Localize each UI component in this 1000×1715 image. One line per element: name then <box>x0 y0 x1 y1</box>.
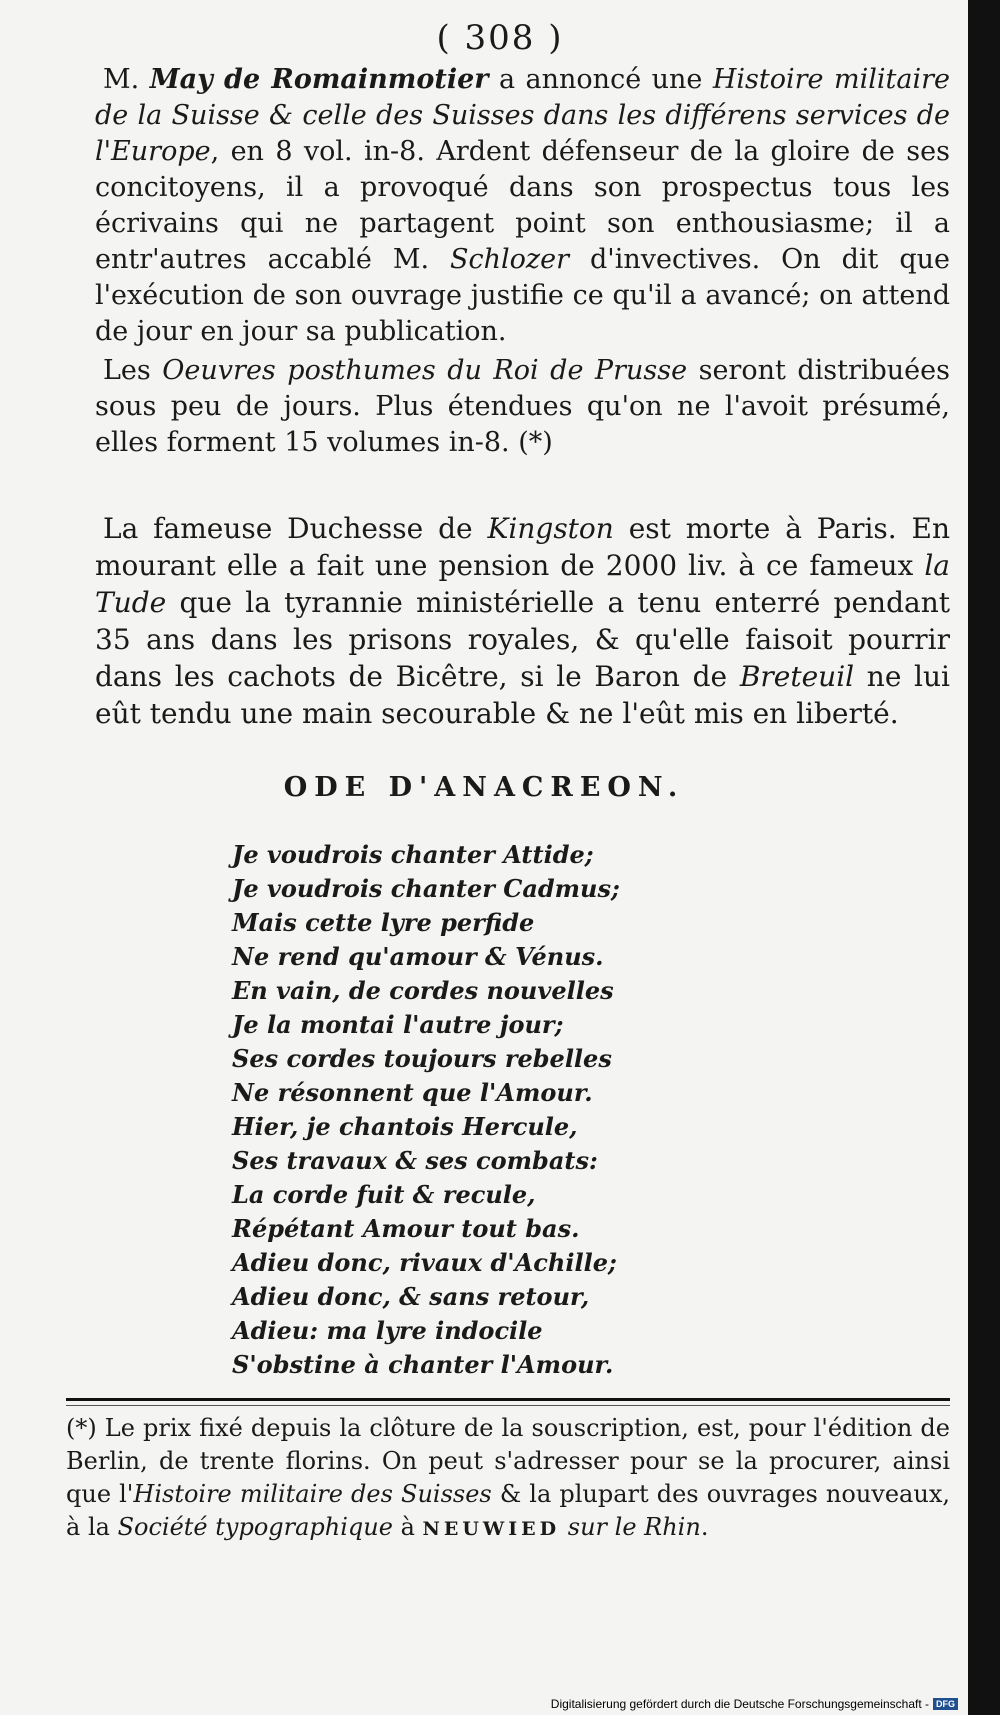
poem-line: Adieu: ma lyre indocile <box>232 1316 543 1345</box>
poem-line: Ses cordes toujours rebelles <box>232 1044 612 1073</box>
book-spine-edge <box>968 0 1000 1715</box>
poem-line: Ne résonnent que l'Amour. <box>232 1078 593 1107</box>
book-title: Histoire militaire des Suisses <box>133 1480 492 1508</box>
text-run: que la tyrannie ministérielle a tenu enterré pendant 35 ans dans les prisons royales, & qu'elle faisoit pourrir dans les cachots de Bicêtre, si le Baron de <box>95 586 950 693</box>
author-name: May de Romainmotier <box>149 64 489 95</box>
footnote-divider <box>66 1398 950 1401</box>
paragraph-duchesse-kingston <box>95 510 950 732</box>
text-run: seront distribuées sous peu de jours. Plus étendues qu'on ne l'avoit présumé, elles forment 15 volumes in-8. (*) <box>95 355 950 458</box>
ode-title: ODE D'ANACREON. <box>283 772 685 803</box>
person-name: Kingston <box>487 512 614 545</box>
book-title: Oeuvres posthumes du Roi de Prusse <box>162 355 688 386</box>
dfg-logo-icon: DFG <box>933 1698 958 1710</box>
poem-line: Répétant Amour tout bas. <box>232 1214 580 1243</box>
paragraph-oeuvres-posthumes <box>95 353 950 461</box>
place-name: sur le Rhin <box>567 1513 701 1541</box>
poem-line: La corde fuit & recule, <box>232 1180 536 1209</box>
poem <box>232 838 712 1382</box>
person-name: la Tude <box>95 549 950 619</box>
text-run: M. <box>103 64 150 95</box>
poem-line: S'obstine à chanter l'Amour. <box>232 1350 614 1379</box>
poem-line: Ses travaux & ses combats: <box>232 1146 598 1175</box>
page-number: ( 308 ) <box>436 18 564 58</box>
text-run: à <box>392 1513 423 1541</box>
poem-line: Mais cette lyre perfide <box>232 908 535 937</box>
text-run: & la plupart des ouvrages nouveaux, à la <box>66 1480 950 1541</box>
paragraph-text <box>95 353 950 461</box>
text-run: a annoncé une <box>488 64 713 95</box>
poem-line: En vain, de cordes nouvelles <box>232 976 614 1005</box>
poem-line: Adieu donc, & sans retour, <box>232 1282 590 1311</box>
person-name: Breteuil <box>739 660 855 693</box>
text-run: est morte à Paris. En mourant elle a fait une pension de 2000 liv. à ce fameux <box>95 512 951 582</box>
poem-line: Je la montai l'autre jour; <box>232 1010 564 1039</box>
credit-text: Digitalisierung gefördert durch die Deutsche Forschungsgemeinschaft - <box>550 1697 929 1711</box>
text-run: La fameuse Duchesse de <box>103 512 488 545</box>
text-run: Les <box>103 355 163 386</box>
text-run: d'invectives. On dit que l'exécution de son ouvrage justifie ce qu'il a avancé; on attend de jour en jour sa publication. <box>95 244 951 347</box>
text-run <box>560 1513 568 1541</box>
poem-line: Je voudrois chanter Attide; <box>232 840 594 869</box>
poem-line: Ne rend qu'amour & Vénus. <box>232 942 604 971</box>
poem-line: Je voudrois chanter Cadmus; <box>232 874 620 903</box>
text-run: . <box>700 1513 709 1541</box>
person-name: Schlozer <box>450 244 570 275</box>
digitization-credit <box>551 1697 958 1711</box>
book-title: Histoire militaire de la Suisse & celle des Suisses dans les différens services de l'Europe <box>95 64 950 167</box>
text-run: , en 8 vol. in-8. Ardent défenseur de la gloire de ses concitoyens, il a provoqué dans son prospectus tous les écrivains qui ne partagent point son enthousiasme; il a entr'autres accablé M. <box>95 136 950 275</box>
poem-line: Hier, je chantois Hercule, <box>232 1112 578 1141</box>
poem-line: Adieu donc, rivaux d'Achille; <box>232 1248 617 1277</box>
paragraph-text <box>95 62 950 350</box>
publisher-name: Société typographique <box>117 1513 393 1541</box>
footnote-divider-thin <box>66 1405 950 1406</box>
text-run: ne lui eût tendu une main secourable & ne l'eût mis en liberté. <box>95 660 950 730</box>
paragraph-histoire-militaire <box>95 62 950 350</box>
footnote <box>66 1412 950 1546</box>
city-name: NEUWIED <box>422 1518 561 1540</box>
paragraph-text <box>95 510 950 732</box>
text-run: (*) Le prix fixé depuis la clôture de la souscription, est, pour l'édition de Berlin, de trente florins. On peut s'adresser pour se la procurer, ainsi que l' <box>66 1414 950 1508</box>
